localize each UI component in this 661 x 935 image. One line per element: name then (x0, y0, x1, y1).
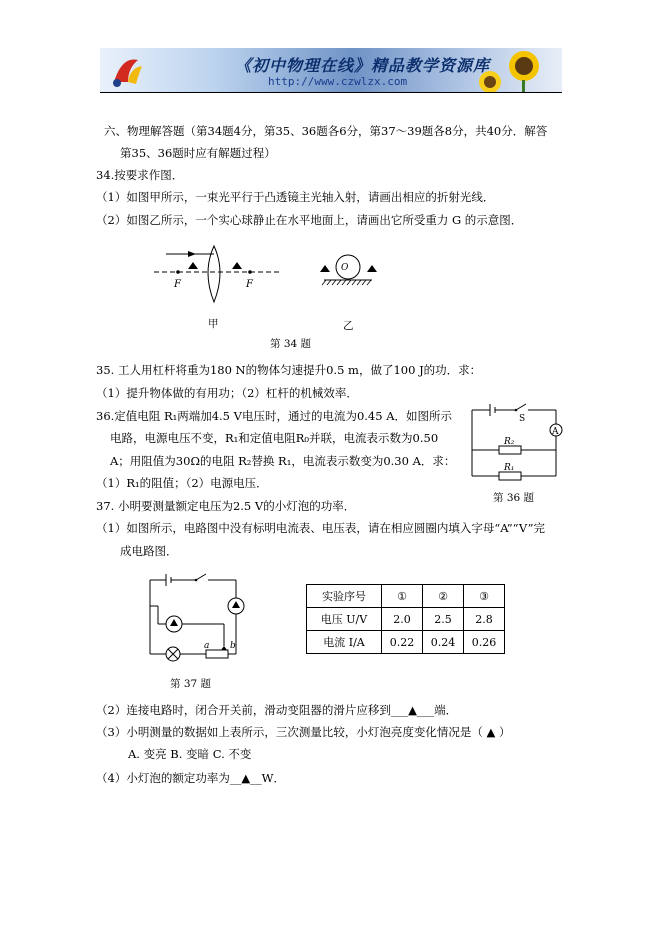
ammeter-label: A (552, 427, 559, 437)
fig-jia-label: 甲 (208, 318, 219, 330)
focus-right-label: F (246, 279, 253, 290)
switch-label: S (519, 414, 526, 424)
fig-yi-label: 乙 (343, 320, 354, 332)
table-cell: 0.22 (382, 631, 423, 654)
q36-line2: 电路，电源电压不变，R₁和定值电阻R₀并联，电流表示数为0.50 (110, 431, 439, 445)
q37-stem: 37. 小明要测量额定电压为2.5 V的小灯泡的功率． (96, 499, 356, 513)
table-cell: 电压 U/V (307, 608, 382, 631)
rheostat-a-label: a (204, 641, 210, 651)
q37-part2: （2）连接电路时，闭合开关前，滑动变阻器的滑片应移到___▲___端． (96, 703, 458, 717)
table-cell: 2.8 (464, 608, 505, 631)
table-cell: 实验序号 (307, 585, 382, 608)
table-cell: 2.5 (423, 608, 464, 631)
table-cell: 电流 I/A (307, 631, 382, 654)
fig34-caption: 第 34 题 (270, 338, 312, 350)
q37-part3: （3）小明测量的数据如上表所示，三次测量比较，小灯泡亮度变化情况是（ ▲ ） (96, 725, 511, 739)
table-cell: ① (382, 585, 423, 608)
ball-center-label: O (341, 263, 349, 273)
q34-stem: 34.按要求作图． (96, 168, 184, 182)
q34-part1: （1）如图甲所示，一束光平行于凸透镜主光轴入射，请画出相应的折射光线． (96, 190, 495, 204)
q35-stem: 35. 工人用杠杆将重为180 N的物体匀速提升0.5 m，做了100 J的功．求： (96, 363, 482, 377)
q37-circuit (144, 570, 256, 666)
focus-left-label: F (174, 279, 181, 290)
table-row (307, 608, 505, 631)
logo-icon (108, 52, 148, 88)
table-cell: ② (423, 585, 464, 608)
table-header-row (307, 585, 505, 608)
q36-line4: （1）R₁的阻值；（2）电源电压． (96, 476, 268, 490)
table-cell: 0.24 (423, 631, 464, 654)
banner-url: http://www.czwlzx.com (268, 75, 408, 88)
table-cell: 2.0 (382, 608, 423, 631)
q37-options: A. 变亮 B. 变暗 C. 不变 (128, 747, 252, 761)
table-cell: 0.26 (464, 631, 505, 654)
q36-circuit (464, 400, 574, 490)
q35-part1: （1）提升物体做的有用功；（2）杠杆的机械效率． (96, 386, 358, 400)
header-banner (100, 48, 562, 93)
section-heading: 六、物理解答题（第34题4分，第35、36题各6分，第37～39题各8分，共40分．解答 (104, 124, 548, 138)
q37-part4: （4）小灯泡的额定功率为__▲__W． (96, 771, 285, 785)
rheostat-b-label: b (230, 641, 236, 651)
lens-diagram (150, 244, 290, 314)
q34-part2: （2）如图乙所示，一个实心球静止在水平地面上，请画出它所受重力 G 的示意图． (96, 213, 523, 227)
q36-line1: 36.定值电阻 R₁两端加4.5 V电压时，通过的电流为0.45 A．如图所示 (96, 409, 453, 423)
fig37-caption: 第 37 题 (170, 678, 212, 690)
banner-title: 《初中物理在线》精品教学资源库 (235, 56, 491, 75)
table-cell: ③ (464, 585, 505, 608)
data-table (306, 584, 505, 654)
q37-part1a: （1）如图所示，电路图中没有标明电流表、电压表，请在相应圆圈内填入字母“A”“V”完 (96, 521, 545, 535)
r1-label: R₁ (504, 463, 515, 473)
fig36-caption: 第 36 题 (493, 492, 535, 504)
r2-label: R₂ (504, 437, 515, 447)
section-heading-cont: 第35、36题时应有解题过程） (120, 146, 276, 160)
q37-part1b: 成电路图． (120, 544, 178, 558)
table-row (307, 631, 505, 654)
ball-diagram (316, 248, 386, 292)
q36-line3: A；用阻值为30Ω的电阻 R₂替换 R₁，电流表示数变为0.30 A．求： (110, 454, 456, 468)
